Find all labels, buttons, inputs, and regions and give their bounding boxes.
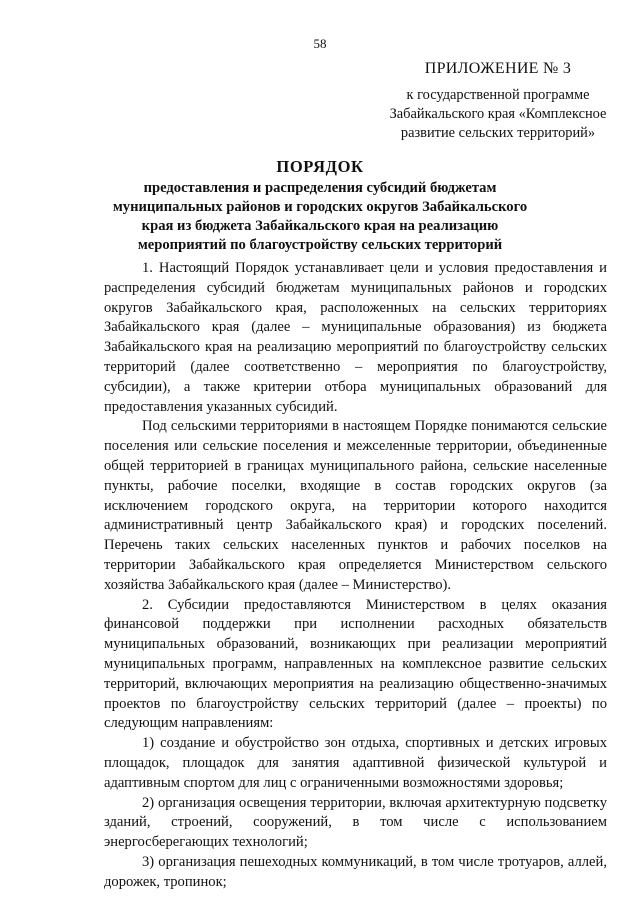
- document-body: [104, 259, 607, 893]
- heading-title: ПОРЯДОК: [276, 157, 364, 176]
- heading-subtitle: предоставления и распределения субсидий бюджетам муниципальных районов и городских округов Забайкальского края из бюджета Забайкальского края на реализацию мероприятий по благоустройству сельских территорий: [112, 180, 528, 253]
- appendix-title: ПРИЛОЖЕНИЕ № 3: [424, 60, 572, 77]
- paragraph-6: 3) организация пешеходных коммуникаций, в том числе тротуаров, аллей, дорожек, тропинок;: [104, 853, 607, 890]
- page-number: 58: [313, 36, 327, 51]
- paragraph-3: 2. Субсидии предоставляются Министерством в целях оказания финансовой поддержки при исполнении расходных обязательств муниципальных образований, возникающих при реализации мероприятий муниципальных программ, направленных на комплексное развитие сельских территорий, включающих мероприятия на реализацию общественно-значимых проектов по благоустройству сельских территорий (далее – проекты) по следующим направлениям:: [104, 596, 607, 732]
- paragraph-2: Под сельскими территориями в настоящем Порядке понимаются сельские поселения или сельские поселения и межселенные территории, объединенные общей территорией в границах муниципального района, сельские населенные пункты, рабочие поселки, входящие в состав городских округов (за исключением городского округа, на территории которого находится административный центр Забайкальского края) и городских поселений. Перечень таких сельских населенных пунктов и рабочих поселков на территории Забайкальского края определяется Министерством сельского хозяйства Забайкальского края (далее – Министерство).: [104, 418, 607, 593]
- appendix-reference: к государственной программе Забайкальского края «Комплексное развитие сельских территорий»: [389, 87, 607, 141]
- paragraph-4: 1) создание и обустройство зон отдыха, спортивных и детских игровых площадок, площадок для занятия адаптивной физической культурой и адаптивным спортом для лиц с ограниченными возможностями здоровья;: [104, 735, 607, 791]
- document-heading: [100, 157, 540, 255]
- paragraph-1: 1. Настоящий Порядок устанавливает цели и условия предоставления и распределения субсидий бюджетам муниципальных районов и городских округов Забайкальского края, расположенных на сельских территориях Забайкальского края (далее – муниципальные образования) из бюджета Забайкальского края на реализацию мероприятий по благоустройству сельских территорий (далее соответственно – мероприятия по благоустройству, субсидии), а также критерии отбора муниципальных образований для предоставления указанных субсидий.: [104, 260, 607, 415]
- paragraph-5: 2) организация освещения территории, включая архитектурную подсветку зданий, строений, сооружений, в том числе с использованием энергосберегающих технологий;: [104, 794, 607, 851]
